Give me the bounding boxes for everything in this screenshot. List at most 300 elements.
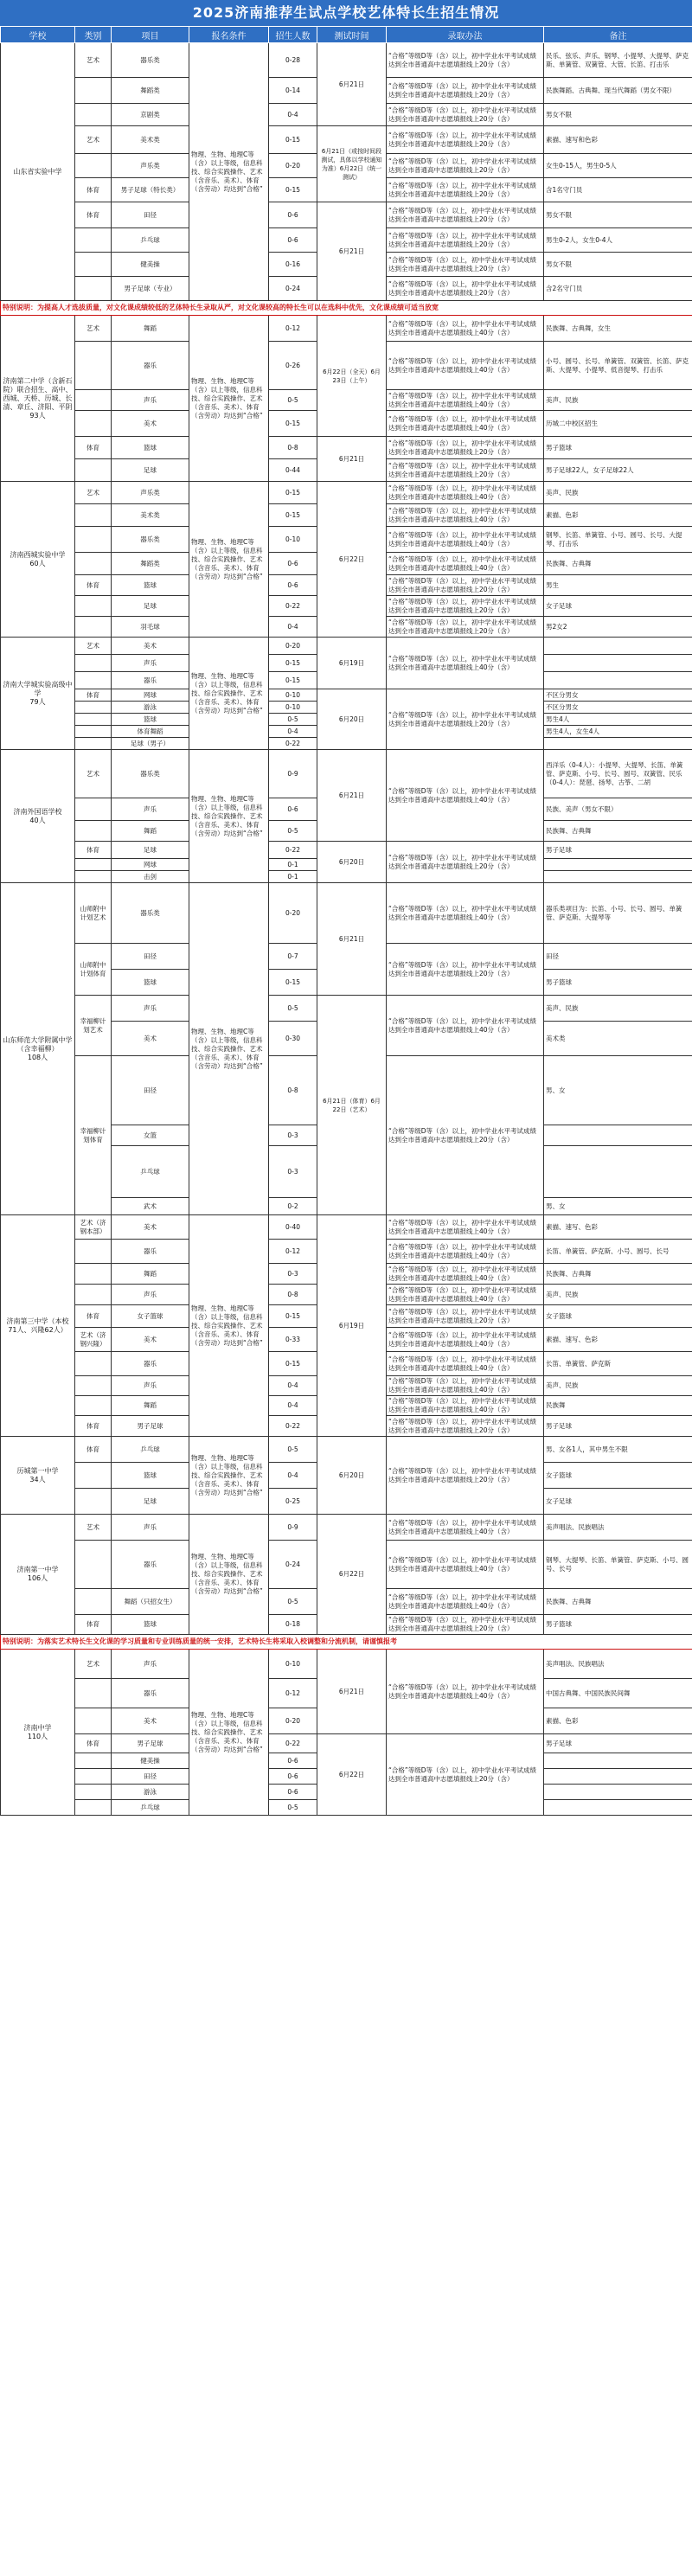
cell: 体育: [75, 437, 112, 459]
table-row: [1, 126, 692, 154]
cell: “合格”等级D等（含）以上，初中学业水平考试成绩达到全市普通高中志愿填报线上40分（含）: [387, 411, 544, 437]
cell: “合格”等级D等（含）以上，初中学业水平考试成绩达到全市普通高中志愿填报线上20分（含）: [387, 1734, 544, 1816]
cell: 男、女: [544, 1056, 692, 1125]
cell: [75, 78, 112, 104]
cell: 幸福柳计划艺术: [75, 996, 112, 1056]
cell: 0-15: [269, 178, 317, 202]
cell: 美术类: [112, 126, 189, 154]
cell: [75, 617, 112, 638]
cell: [75, 459, 112, 482]
cell: [544, 1125, 692, 1146]
cell: 男子足球: [112, 1416, 189, 1437]
cell: 声乐: [112, 1515, 189, 1541]
cell: 6月21日: [317, 750, 387, 842]
cell: 篮球: [112, 1463, 189, 1489]
cell: [544, 738, 692, 750]
cell: [544, 1800, 692, 1816]
table-row: [1, 1437, 692, 1463]
cell: 艺术: [75, 316, 112, 342]
cell: 含1名守门员: [544, 178, 692, 202]
cell: 小号、圆号、长号、单簧管、双簧管、长笛、萨克斯、大提琴、小提琴、低音提琴、打击乐: [544, 342, 692, 390]
cell: 6月21日: [317, 437, 387, 482]
cell: 美术类: [544, 1022, 692, 1056]
cell: 艺术: [75, 750, 112, 798]
cell: [75, 726, 112, 738]
cell: [75, 390, 112, 411]
col-school: 学校: [1, 27, 75, 43]
cell: 6月21日: [317, 1650, 387, 1734]
cell: 击剑: [112, 871, 189, 883]
cell: 篮球: [112, 575, 189, 596]
cell: 0-9: [269, 750, 317, 798]
cell: 体育: [75, 1734, 112, 1753]
cell: “合格”等级D等（含）以上，初中学业水平考试成绩达到全市普通高中志愿填报线上40分（含）: [387, 527, 544, 553]
cell: “合格”等级D等（含）以上，初中学业水平考试成绩达到全市普通高中志愿填报线上20分（含）: [387, 202, 544, 228]
cell: “合格”等级D等（含）以上，初中学业水平考试成绩达到全市普通高中志愿填报线上20分（含）: [387, 277, 544, 301]
cell: 声乐类: [112, 154, 189, 178]
cell: 0-22: [269, 842, 317, 859]
col-date: 测试时间: [317, 27, 387, 43]
cell: 声乐: [112, 1376, 189, 1396]
cell: 不区分男女: [544, 702, 692, 714]
cell: “合格”等级D等（含）以上，初中学业水平考试成绩达到全市普通高中志愿填报线上20分（含）: [387, 178, 544, 202]
cell: 0-6: [269, 798, 317, 821]
cell: 0-5: [269, 1589, 317, 1615]
cell: [75, 596, 112, 617]
cell: 6月19日: [317, 638, 387, 689]
cell: 民族舞、古典舞: [544, 821, 692, 842]
cell: 0-15: [269, 655, 317, 672]
cell: 0-40: [269, 1215, 317, 1240]
cell: [75, 1463, 112, 1489]
cell: 0-6: [269, 202, 317, 228]
cell: [75, 253, 112, 277]
cell: [544, 638, 692, 655]
cell: “合格”等级D等（含）以上，初中学业水平考试成绩达到全市普通高中志愿填报线上40分（含）: [387, 1285, 544, 1305]
cell: 0-15: [269, 1305, 317, 1328]
cell: 素描、速写、色彩: [544, 1215, 692, 1240]
cell: 含2名守门员: [544, 277, 692, 301]
cell: 器乐类: [112, 750, 189, 798]
cell: 篮球: [112, 437, 189, 459]
cell: 0-6: [269, 1769, 317, 1785]
cell: 民乐、弦乐、声乐、钢琴、小提琴、大提琴、萨克斯、单簧管、双簧管、大管、长笛、打击乐: [544, 43, 692, 78]
cell: 舞蹈: [112, 316, 189, 342]
cell: 女子篮球: [544, 1463, 692, 1489]
cell: “合格”等级D等（含）以上，初中学业水平考试成绩达到全市普通高中志愿填报线上40分（含）: [387, 996, 544, 1056]
cell: 6月20日: [317, 1437, 387, 1515]
school-name: 济南大学城实验高级中学 79人: [1, 638, 75, 750]
cell: “合格”等级D等（含）以上，初中学业水平考试成绩达到全市普通高中志愿填报线上20分（含）: [387, 596, 544, 617]
cell: [75, 1376, 112, 1396]
table-row: [1, 1215, 692, 1240]
cell: 0-20: [269, 1708, 317, 1734]
cell: “合格”等级D等（含）以上，初中学业水平考试成绩达到全市普通高中志愿填报线上20分（含）: [387, 104, 544, 126]
school-name: 济南西城实验中学 60人: [1, 482, 75, 638]
cell: [75, 702, 112, 714]
cell: [75, 411, 112, 437]
page-title: 2025济南推荐生试点学校艺体特长生招生情况: [0, 0, 692, 26]
notice-row: [1, 301, 692, 316]
cell: 女生0-15人，男生0-5人: [544, 154, 692, 178]
cell: “合格”等级D等（含）以上，初中学业水平考试成绩达到全市普通高中志愿填报线上20分（含）: [387, 1305, 544, 1328]
col-remark: 备注: [544, 27, 692, 43]
cell: 男、女各1人，其中男生不限: [544, 1437, 692, 1463]
cell: 男子足球（专业）: [112, 277, 189, 301]
table-row: [1, 1515, 692, 1541]
cell: 0-6: [269, 553, 317, 575]
cell: [75, 1753, 112, 1769]
cell: [75, 672, 112, 689]
cell: “合格”等级D等（含）以上，初中学业水平考试成绩达到全市普通高中志愿填报线上20分（含）: [387, 944, 544, 996]
cell: “合格”等级D等（含）以上，初中学业水平考试成绩达到全市普通高中志愿填报线上20分（含）: [387, 126, 544, 154]
cell: “合格”等级D等（含）以上，初中学业水平考试成绩达到全市普通高中志愿填报线上40分（含）: [387, 482, 544, 504]
cell: [544, 655, 692, 672]
cell: 0-16: [269, 253, 317, 277]
cell: 游泳: [112, 702, 189, 714]
cell: 美术: [112, 411, 189, 437]
cell: 足球: [112, 842, 189, 859]
cell: 物理、生物、地理C等（含）以上等级，信息科技、综合实践操作、艺术（含音乐、美术）、体育（含劳动）均达到“合格”: [189, 1515, 269, 1635]
cell: 0-12: [269, 1679, 317, 1708]
cell: 艺术（济钢本部）: [75, 1215, 112, 1240]
cell: 田径: [112, 944, 189, 970]
cell: 0-15: [269, 970, 317, 996]
school-name: 济南第三中学（本校71人、兴隆62人）: [1, 1215, 75, 1437]
cell: 美声、民族: [544, 390, 692, 411]
cell: 声乐类: [112, 482, 189, 504]
cell: 田径: [112, 1056, 189, 1125]
cell: [75, 871, 112, 883]
table-row: [1, 316, 692, 342]
cell: 乒乓球: [112, 1437, 189, 1463]
cell: 民族舞、古典舞: [544, 1264, 692, 1285]
cell: 0-26: [269, 342, 317, 390]
cell: [544, 1753, 692, 1769]
cell: 艺术: [75, 1650, 112, 1679]
cell: 长笛、单簧管、萨克斯、小号、圆号、长号: [544, 1240, 692, 1264]
cell: 美术: [112, 1328, 189, 1352]
col-condition: 报名条件: [189, 27, 269, 43]
cell: “合格”等级D等（含）以上，初中学业水平考试成绩达到全市普通高中志愿填报线上40分（含）: [387, 1396, 544, 1416]
cell: [75, 821, 112, 842]
cell: 声乐: [112, 798, 189, 821]
cell: [75, 1352, 112, 1376]
cell: “合格”等级D等（含）以上，初中学业水平考试成绩达到全市普通高中志愿填报线上40分（含）: [387, 750, 544, 842]
cell: 武术: [112, 1198, 189, 1215]
cell: 0-14: [269, 78, 317, 104]
cell: 0-22: [269, 596, 317, 617]
cell: 6月20日: [317, 842, 387, 883]
cell: 美声、民族: [544, 1376, 692, 1396]
cell: [75, 1589, 112, 1615]
school-name: 山东师范大学附属中学（含幸福柳） 108人: [1, 883, 75, 1215]
cell: 声乐: [112, 996, 189, 1022]
cell: “合格”等级D等（含）以上，初中学业水平考试成绩达到全市普通高中志愿填报线上40分（含）: [387, 1240, 544, 1264]
cell: 0-3: [269, 1264, 317, 1285]
cell: 6月21日（体育）6月22日（艺术）: [317, 996, 387, 1215]
cell: 女子足球: [544, 596, 692, 617]
cell: “合格”等级D等（含）以上，初中学业水平考试成绩达到全市普通高中志愿填报线上40分（含）: [387, 1328, 544, 1352]
cell: 0-12: [269, 316, 317, 342]
cell: 女篮: [112, 1125, 189, 1146]
cell: 山师附中计划艺术: [75, 883, 112, 944]
cell: 0-5: [269, 996, 317, 1022]
cell: [75, 1240, 112, 1264]
cell: 健美操: [112, 1753, 189, 1769]
cell: 男子篮球: [544, 437, 692, 459]
cell: 篮球: [112, 1615, 189, 1635]
table-row: [1, 842, 692, 859]
cell: 男生0-2人，女生0-4人: [544, 228, 692, 253]
cell: [75, 1800, 112, 1816]
cell: 艺术: [75, 1515, 112, 1541]
cell: “合格”等级D等（含）以上，初中学业水平考试成绩达到全市普通高中志愿填报线上40分（含）: [387, 342, 544, 390]
cell: 幸福柳计划体育: [75, 1056, 112, 1215]
cell: “合格”等级D等（含）以上，初中学业水平考试成绩达到全市普通高中志愿填报线上20分（含）: [387, 689, 544, 750]
cell: 男子足球（特长类）: [112, 178, 189, 202]
cell: 0-15: [269, 672, 317, 689]
cell: 0-15: [269, 504, 317, 527]
cell: [75, 738, 112, 750]
cell: 男子足球: [544, 1734, 692, 1753]
cell: 物理、生物、地理C等（含）以上等级，信息科技、综合实践操作、艺术（含音乐、美术）、体育（含劳动）均达到“合格”: [189, 883, 269, 1215]
cell: [75, 553, 112, 575]
cell: 声乐: [112, 390, 189, 411]
cell: 器乐: [112, 1352, 189, 1376]
cell: “合格”等级D等（含）以上，初中学业水平考试成绩达到全市普通高中志愿填报线上20分（含）: [387, 617, 544, 638]
cell: 0-10: [269, 527, 317, 553]
table-row: [1, 1650, 692, 1679]
cell: 男子篮球: [544, 1615, 692, 1635]
cell: 物理、生物、地理C等（含）以上等级，信息科技、综合实践操作、艺术（含音乐、美术）、体育（含劳动）均达到“合格”: [189, 750, 269, 883]
cell: 民族舞、古典舞: [544, 553, 692, 575]
cell: 美术: [112, 1215, 189, 1240]
cell: 0-3: [269, 1146, 317, 1198]
cell: 0-5: [269, 714, 317, 726]
cell: “合格”等级D等（含）以上，初中学业水平考试成绩达到全市普通高中志愿填报线上40分（含）: [387, 1650, 544, 1734]
cell: 0-24: [269, 277, 317, 301]
cell: [75, 1264, 112, 1285]
cell: 0-4: [269, 104, 317, 126]
cell: 0-20: [269, 154, 317, 178]
cell: 体育: [75, 1615, 112, 1635]
cell: 物理、生物、地理C等（含）以上等级，信息科技、综合实践操作、艺术（含音乐、美术）、体育（含劳动）均达到“合格”: [189, 1215, 269, 1437]
cell: 乒乓球: [112, 228, 189, 253]
cell: 男子足球22人，女子足球22人: [544, 459, 692, 482]
cell: 0-8: [269, 437, 317, 459]
cell: [75, 1708, 112, 1734]
cell: 素描、色彩: [544, 504, 692, 527]
cell: 器乐类: [112, 527, 189, 553]
cell: 篮球: [112, 970, 189, 996]
cell: 足球（男子）: [112, 738, 189, 750]
cell: 体育: [75, 1437, 112, 1463]
cell: 美声、民族: [544, 482, 692, 504]
cell: 0-33: [269, 1328, 317, 1352]
cell: 0-20: [269, 883, 317, 944]
cell: 舞蹈: [112, 1264, 189, 1285]
table-row: [1, 43, 692, 78]
table-row: [1, 883, 692, 944]
cell: [544, 672, 692, 689]
cell: 器乐类: [112, 43, 189, 78]
cell: 0-3: [269, 1125, 317, 1146]
cell: 田径: [544, 944, 692, 970]
cell: [75, 714, 112, 726]
cell: 女子篮球: [112, 1305, 189, 1328]
cell: 体育: [75, 1416, 112, 1437]
cell: [75, 342, 112, 390]
cell: 西洋乐（0-4人）：小提琴、大提琴、长笛、单簧管、萨克斯、小号、长号、圆号、双簧管、民乐（0-4人）：琵琶、扬琴、古筝、二胡: [544, 750, 692, 798]
cell: “合格”等级D等（含）以上，初中学业水平考试成绩达到全市普通高中志愿填报线上20分（含）: [387, 1437, 544, 1515]
cell: 0-5: [269, 1800, 317, 1816]
cell: 物理、生物、地理C等（含）以上等级，信息科技、综合实践操作、艺术（含音乐、美术）、体育（含劳动）均达到“合格”: [189, 638, 269, 750]
cell: 0-1: [269, 871, 317, 883]
cell: “合格”等级D等（含）以上，初中学业水平考试成绩达到全市普通高中志愿填报线上20分（含）: [387, 43, 544, 78]
cell: “合格”等级D等（含）以上，初中学业水平考试成绩达到全市普通高中志愿填报线上20分（含）: [387, 437, 544, 459]
cell: 0-15: [269, 1352, 317, 1376]
cell: 0-4: [269, 726, 317, 738]
cell: 艺术: [75, 43, 112, 78]
cell: 0-30: [269, 1022, 317, 1056]
cell: 舞蹈: [112, 821, 189, 842]
cell: 0-44: [269, 459, 317, 482]
table-row: [1, 750, 692, 798]
cell: 素描、速写、色彩: [544, 1328, 692, 1352]
admission-table: [0, 26, 692, 1816]
cell: [544, 859, 692, 871]
cell: 0-1: [269, 859, 317, 871]
cell: 男、女: [544, 1198, 692, 1215]
col-quota: 招生人数: [269, 27, 317, 43]
cell: “合格”等级D等（含）以上，初中学业水平考试成绩达到全市普通高中志愿填报线上40分（含）: [387, 553, 544, 575]
cell: 长笛、单簧管、萨克斯: [544, 1352, 692, 1376]
cell: 6月21日: [317, 43, 387, 126]
school-name: 山东省实验中学: [1, 43, 75, 301]
cell: 男生4人: [544, 714, 692, 726]
cell: 0-5: [269, 390, 317, 411]
table-row: [1, 1734, 692, 1753]
cell: 6月22日: [317, 1734, 387, 1816]
cell: “合格”等级D等（含）以上，初中学业水平考试成绩达到全市普通高中志愿填报线上40分（含）: [387, 504, 544, 527]
cell: 美声、民族: [544, 996, 692, 1022]
cell: 器乐: [112, 342, 189, 390]
cell: [75, 527, 112, 553]
col-project: 项目: [112, 27, 189, 43]
cell: 女子篮球: [544, 1305, 692, 1328]
cell: 艺术: [75, 126, 112, 154]
cell: [75, 277, 112, 301]
cell: 美术: [112, 1022, 189, 1056]
cell: 女子足球: [544, 1489, 692, 1515]
table-row: [1, 638, 692, 655]
cell: 游泳: [112, 1785, 189, 1800]
cell: [544, 871, 692, 883]
cell: 舞蹈类: [112, 78, 189, 104]
table-row: [1, 996, 692, 1022]
school-name: 济南第一中学 106人: [1, 1515, 75, 1635]
cell: 山师附中计划体育: [75, 944, 112, 996]
cell: 民族舞、古典舞: [544, 1589, 692, 1615]
cell: 0-7: [269, 944, 317, 970]
cell: 0-10: [269, 702, 317, 714]
notice-row: [1, 1635, 692, 1650]
cell: 0-15: [269, 411, 317, 437]
cell: “合格”等级D等（含）以上，初中学业水平考试成绩达到全市普通高中志愿填报线上20分（含）: [387, 1056, 544, 1215]
cell: 民族舞、古典舞，女生: [544, 316, 692, 342]
cell: 民族舞: [544, 1396, 692, 1416]
table-header: [1, 27, 692, 43]
cell: “合格”等级D等（含）以上，初中学业水平考试成绩达到全市普通高中志愿填报线上20分（含）: [387, 459, 544, 482]
cell: “合格”等级D等（含）以上，初中学业水平考试成绩达到全市普通高中志愿填报线上40分（含）: [387, 1264, 544, 1285]
cell: 民族、美声（男女不限）: [544, 798, 692, 821]
cell: 6月21日: [317, 202, 387, 301]
cell: 体育: [75, 1305, 112, 1328]
cell: “合格”等级D等（含）以上，初中学业水平考试成绩达到全市普通高中志愿填报线上20分（含）: [387, 1615, 544, 1635]
cell: 足球: [112, 459, 189, 482]
cell: “合格”等级D等（含）以上，初中学业水平考试成绩达到全市普通高中志愿填报线上20分（含）: [387, 228, 544, 253]
cell: [75, 1285, 112, 1305]
cell: 0-28: [269, 43, 317, 78]
cell: 0-8: [269, 1056, 317, 1125]
cell: 0-18: [269, 1615, 317, 1635]
cell: 健美操: [112, 253, 189, 277]
cell: 美声、民族: [544, 1285, 692, 1305]
cell: 0-24: [269, 1541, 317, 1589]
cell: “合格”等级D等（含）以上，初中学业水平考试成绩达到全市普通高中志愿填报线上20分（含）: [387, 78, 544, 104]
cell: 0-6: [269, 228, 317, 253]
cell: [75, 1785, 112, 1800]
col-category: 类别: [75, 27, 112, 43]
cell: 声乐: [112, 1285, 189, 1305]
cell: “合格”等级D等（含）以上，初中学业水平考试成绩达到全市普通高中志愿填报线上20分（含）: [387, 253, 544, 277]
cell: 0-4: [269, 1463, 317, 1489]
cell: 0-10: [269, 689, 317, 702]
cell: 男子足球: [544, 1416, 692, 1437]
cell: 体育: [75, 202, 112, 228]
cell: 网球: [112, 859, 189, 871]
cell: “合格”等级D等（含）以上，初中学业水平考试成绩达到全市普通高中志愿填报线上20分（含）: [387, 842, 544, 883]
cell: [544, 1769, 692, 1785]
cell: 钢琴、大提琴、长笛、单簧管、萨克斯、小号、圆号、长号: [544, 1541, 692, 1589]
cell: “合格”等级D等（含）以上，初中学业水平考试成绩达到全市普通高中志愿填报线上40分（含）: [387, 1515, 544, 1541]
cell: 素描、色彩: [544, 1708, 692, 1734]
cell: 历城二中校区招生: [544, 411, 692, 437]
cell: 体育: [75, 575, 112, 596]
cell: 6月21日（或按时间段测试，具体以学校通知为准）6月22日（统一测试）: [317, 126, 387, 202]
cell: 6月20日: [317, 689, 387, 750]
cell: 0-22: [269, 1734, 317, 1753]
cell: 物理、生物、地理C等（含）以上等级，信息科技、综合实践操作、艺术（含音乐、美术）、体育（含劳动）均达到“合格”: [189, 1437, 269, 1515]
cell: 物理、生物、地理C等（含）以上等级，信息科技、综合实践操作、艺术（含音乐、美术）、体育（含劳动）均达到“合格”: [189, 316, 269, 482]
cell: [75, 1679, 112, 1708]
cell: 男子篮球: [544, 970, 692, 996]
table-row: [1, 202, 692, 228]
cell: [75, 1541, 112, 1589]
cell: 器乐: [112, 1541, 189, 1589]
cell: 男女不限: [544, 202, 692, 228]
cell: 美术: [112, 638, 189, 655]
notice-text: 特别说明：为提高人才选拔质量，对文化课成绩较低的艺体特长生录取从严，对文化课较高的特长生可以在选科中优先，文化课成绩可适当放宽: [1, 301, 692, 316]
cell: 舞蹈（只招女生）: [112, 1589, 189, 1615]
cell: [75, 228, 112, 253]
school-name: 历城第一中学 34人: [1, 1437, 75, 1515]
cell: 0-25: [269, 1489, 317, 1515]
school-name: 济南外国语学校 40人: [1, 750, 75, 883]
cell: 0-6: [269, 1785, 317, 1800]
cell: 6月19日: [317, 1215, 387, 1437]
